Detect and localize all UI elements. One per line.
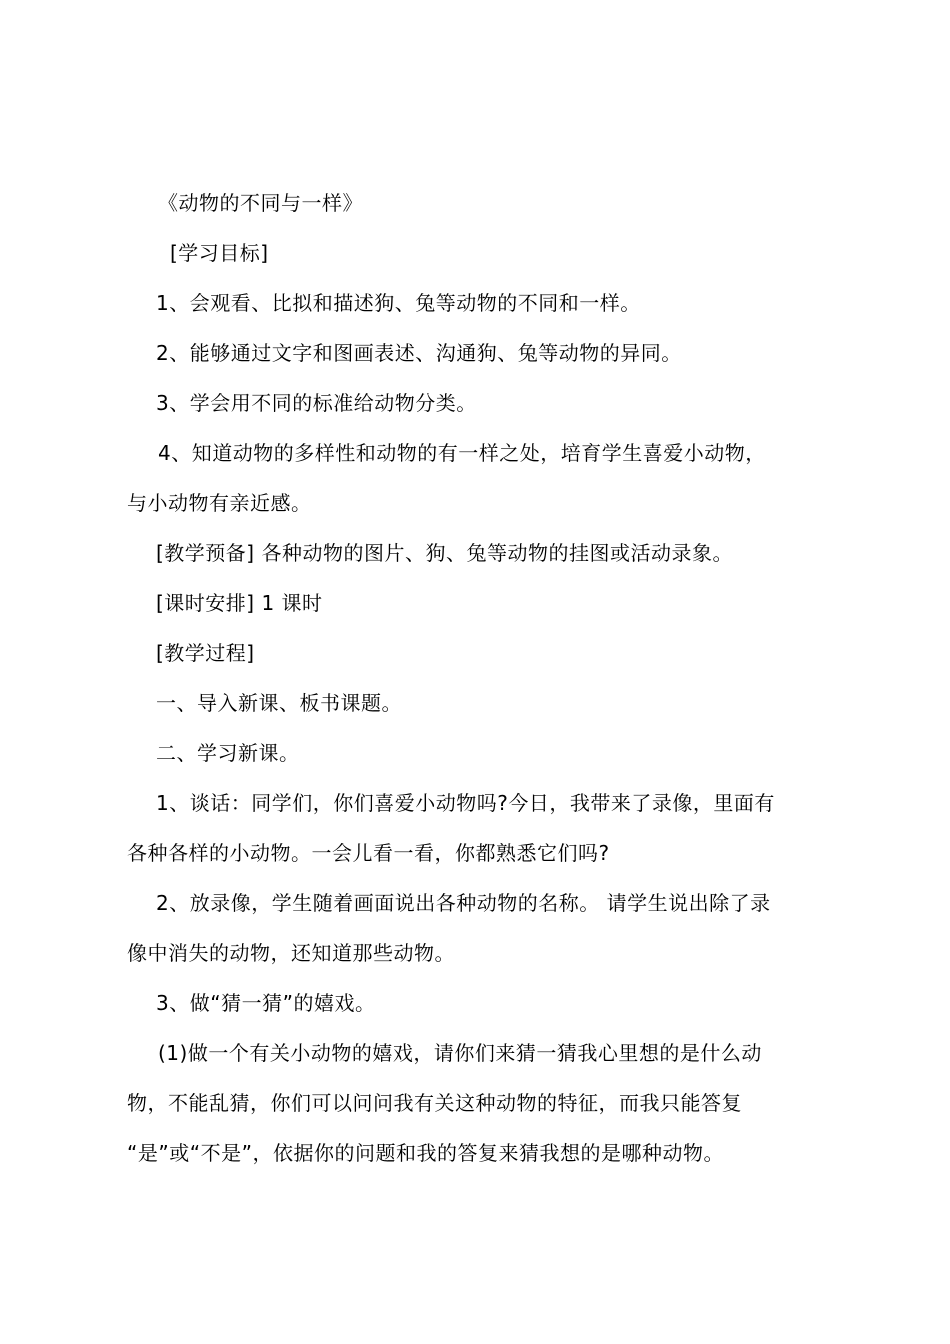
process-step: 3、做“猜一猜”的嬉戏。 — [156, 991, 376, 1015]
objective-item: 1、会观看、比拟和描述狗、兔等动物的不同和一样。 — [156, 291, 641, 315]
process-heading: [教学过程] — [156, 641, 255, 665]
schedule-paragraph: [课时安排] 1 课时 — [156, 591, 323, 615]
process-step-continuation: “是”或“不是”，依据你的问题和我的答复来猜我想的是哪种动物。 — [127, 1141, 724, 1165]
process-step: (1)做一个有关小动物的嬉戏，请你们来猜一猜我心里想的是什么动 — [158, 1041, 762, 1065]
preparation-paragraph: [教学预备] 各种动物的图片、狗、兔等动物的挂图或活动录象。 — [156, 541, 733, 565]
objective-item: 3、学会用不同的标准给动物分类。 — [156, 391, 477, 415]
process-step: 1、谈话：同学们，你们喜爱小动物吗?今日，我带来了录像，里面有 — [156, 791, 775, 815]
objective-item: 4、知道动物的多样性和动物的有一样之处，培育学生喜爱小动物， — [158, 441, 766, 465]
document-title: 《动物的不同与一样》 — [158, 191, 363, 215]
objective-item-continuation: 与小动物有亲近感。 — [127, 491, 312, 515]
process-step: 二、学习新课。 — [156, 741, 300, 765]
process-step-continuation: 物，不能乱猜，你们可以问问我有关这种动物的特征，而我只能答复 — [127, 1091, 742, 1115]
process-step-continuation: 像中消失的动物，还知道那些动物。 — [127, 941, 455, 965]
process-step-continuation: 各种各样的小动物。一会儿看一看，你都熟悉它们吗? — [127, 841, 610, 865]
objective-item: 2、能够通过文字和图画表述、沟通狗、兔等动物的异同。 — [156, 341, 682, 365]
process-step: 一、导入新课、板书课题。 — [156, 691, 402, 715]
objectives-heading: [学习目标] — [170, 241, 269, 265]
process-step: 2、放录像，学生随着画面说出各种动物的名称。 请学生说出除了录 — [156, 891, 771, 915]
